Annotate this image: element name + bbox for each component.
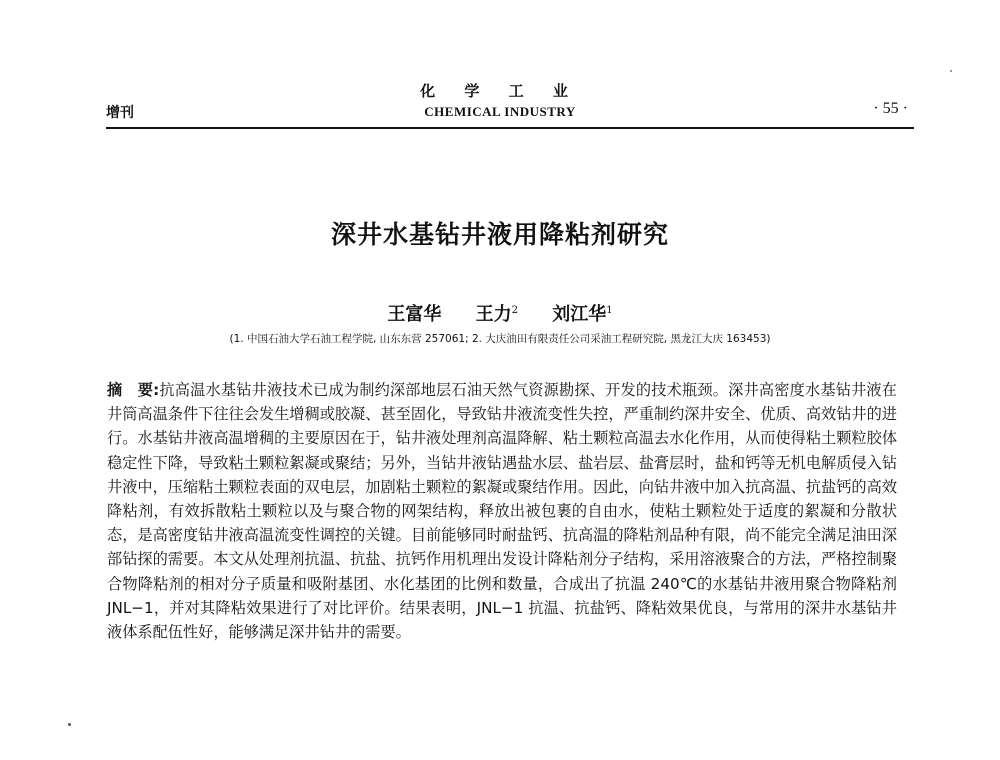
article-title: 深井水基钻井液用降粘剂研究 [330,220,669,249]
author-list [0,300,1000,326]
scan-mark [68,723,71,726]
author [476,304,518,325]
header-divider [106,127,914,129]
author-name: 王富华 [387,304,442,325]
abstract-text: 抗高温水基钻井液技术已成为制约深部地层石油天然气资源勘探、开发的技术瓶颈。深井高密度水基钻井液在井筒高温条件下往往会发生增稠或胶凝、甚至固化，导致钻井液流变性失控，严重制约深井安全、优质、高效钻井的进行。水基钻井液高温增稠的主要原因在于，钻井液处理剂高温降解、粘土颗粒高温去水化作用，从而使得粘土颗粒胶体稳定性下降，导致粘土颗粒絮凝或聚结；另外，当钻井液钻遇盐水层、盐岩层、盐膏层时，盐和钙等无机电解质侵入钻井液中，压缩粘土颗粒表面的双电层，加剧粘土颗粒的絮凝或聚结作用。因此，向钻井液中加入抗高温、抗盐钙的高效降粘剂，有效拆散粘土颗粒以及与聚合物的网架结构，释放出被包裹的自由水，使粘土颗粒处于适度的絮凝和分散状态，是高密度钻井液高温流变性调控的关键。目前能够同时耐盐钙、抗高温的降粘剂品种有限，尚不能完全满足油田深部钻探的需要。本文从处理剂抗温、抗盐、抗钙作用机理出发设计降粘剂分子结构，采用溶液聚合的方法，严格控制聚合物降粘剂的相对分子质量和吸附基团、水化基团的比例和数量，合成出了抗温 240℃的水基钻井液用聚合物降粘剂 JNL−1，并对其降粘效果进行了对比评价。结果表明，JNL−1 抗温、抗盐钙、降粘效果优良，与常用的深井水基钻井液体系配伍性好，能够满足深井钻井的需要。 [107,381,897,642]
affiliation: (1. 中国石油大学石油工程学院, 山东东营 257061; 2. 大庆油田有限责任公司采油工程研究院, 黑龙江大庆 163453) [229,333,771,345]
scan-mark [950,70,952,72]
journal-name-cn: 化 学 工 业 [420,82,580,100]
abstract [107,378,897,644]
page-number: · 55 · [873,100,908,117]
journal-name-en: CHEMICAL INDUSTRY [424,104,576,119]
author [552,304,612,325]
author-name: 刘江华 [552,304,607,325]
author-affiliation-mark: 2 [511,305,518,316]
author-name: 王力 [475,304,512,325]
author-affiliation-mark: 1 [606,305,613,316]
abstract-label: 摘 要: [107,381,160,399]
author [387,304,441,325]
supplement-label: 增刊 [106,105,134,121]
